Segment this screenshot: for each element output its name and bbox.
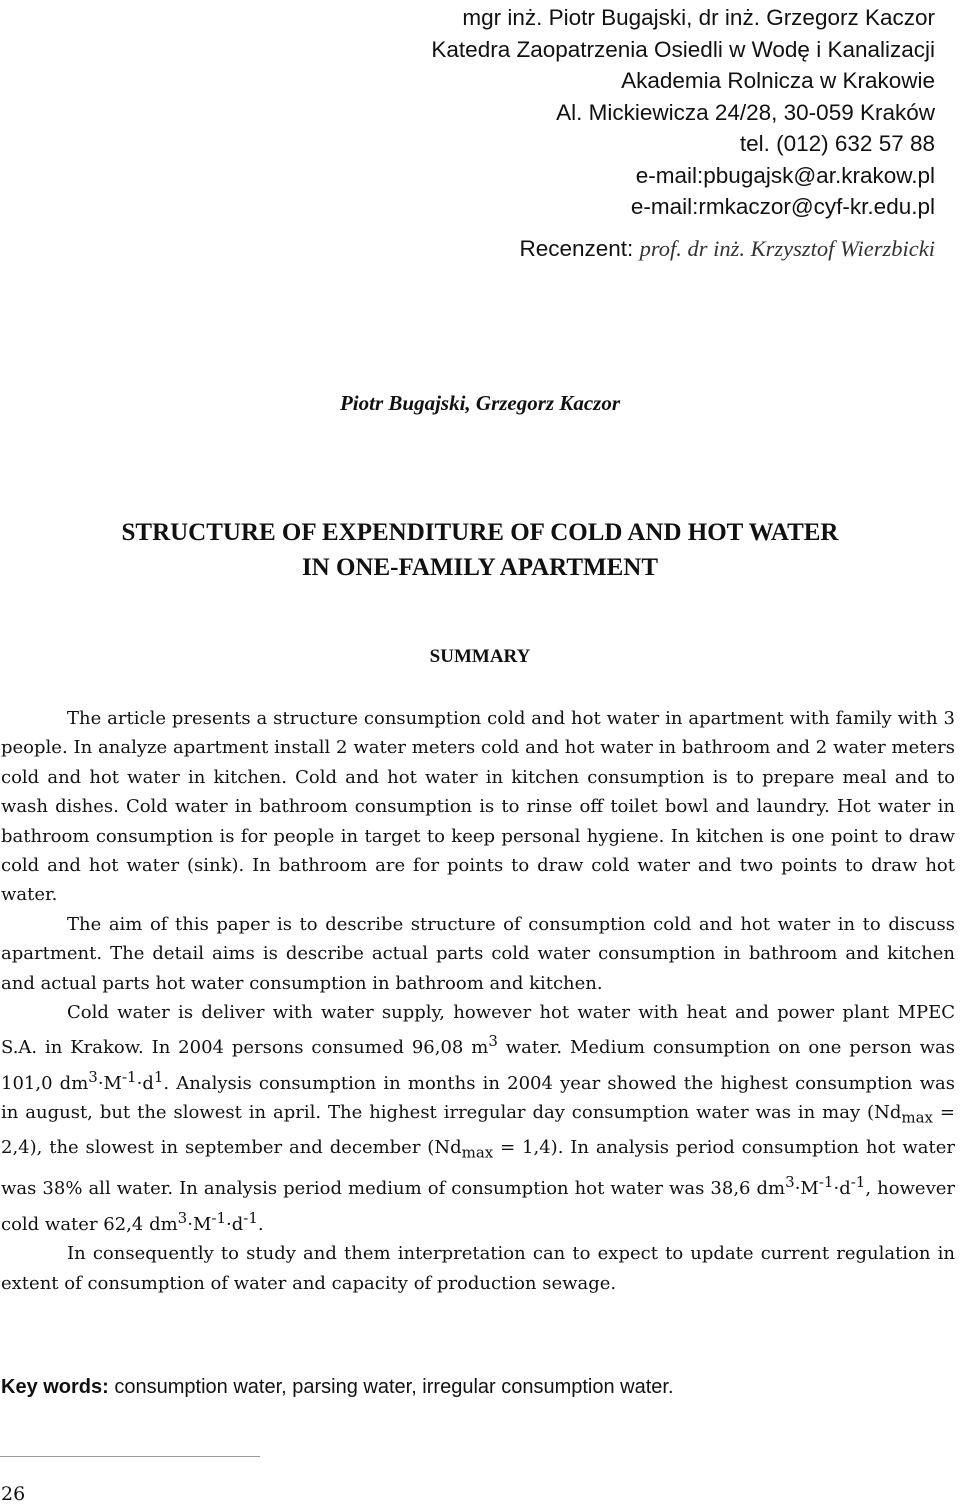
summary-paragraph-1: The article presents a structure consumption cold and hot water in apartment with family with 3 people. In analyze apartment install 2 water meters cold and hot water in bathroom and 2 water meters cold and hot water in kitchen. Cold and hot water in kitchen consumption is to prepare meal and to wash dishes. Cold water in bathroom consumption is to rinse off toilet bowl and laundry. Hot water in bathroom consumption is for people in target to keep personal hygiene. In kitchen is one point to draw cold and hot water (sink). In bathroom are for points to draw cold water and two points to draw hot water. [1, 708, 955, 906]
p3-text-f: = 2,4), the slowest in september and december (Nd [1, 1102, 955, 1159]
p3-text-a: Cold water is deliver with water supply, however hot water with heat and power plant MPEC S.A. in Krakow. In 2004 persons consumed 96,08 m [1, 1002, 955, 1059]
p3-text-c: ·M [97, 1072, 122, 1094]
summary-paragraph-3 [1, 998, 955, 1239]
p3-sup-minus-one-4: -1 [211, 1208, 226, 1227]
keywords-line [1, 1376, 955, 1399]
footer-rule [0, 1456, 260, 1457]
affiliation-authors: mgr inż. Piotr Bugajski, dr inż. Grzegorz Kaczor [462, 5, 935, 30]
affiliation-email-1: e-mail:pbugajsk@ar.krakow.pl [635, 162, 935, 188]
p3-sup-cubic-3: 3 [785, 1173, 795, 1192]
p3-sup-cubic: 3 [488, 1032, 498, 1051]
keywords-label: Key words: [1, 1376, 109, 1398]
p3-sub-max-2: max [461, 1143, 494, 1162]
p3-sup-minus-one-5: -1 [243, 1208, 258, 1227]
p3-text-b: water. Medium consumption on one person was 101,0 dm [1, 1037, 955, 1094]
summary-heading: SUMMARY [429, 646, 531, 667]
reviewer-label: Recenzent: [519, 235, 640, 261]
paper-title-line-1: STRUCTURE OF EXPENDITURE OF COLD AND HOT WATER [121, 519, 839, 546]
p3-text-j: . [257, 1213, 264, 1235]
page-number: 26 [1, 1483, 26, 1505]
affiliation-block [431, 2, 935, 264]
p3-sup-one: 1 [153, 1067, 164, 1086]
affiliation-address: Al. Mickiewicza 24/28, 30-059 Kraków [556, 99, 935, 125]
p3-text-i: , however cold water 62,4 dm [1, 1178, 956, 1235]
p3-text-g: = 1,4). In analysis period consumption hot water was 38% all water. In analysis period medium of consumption hot water was 38,6 dm [1, 1137, 956, 1200]
summary-body [1, 704, 955, 1298]
p3-sup-minus-one-3: -1 [850, 1173, 866, 1192]
p3-sup-cubic-2: 3 [88, 1067, 98, 1086]
summary-paragraph-4: In consequently to study and them interpretation can to expect to update current regulation in extent of consumption of water and capacity of production sewage. [1, 1243, 955, 1294]
reviewer-line [431, 233, 935, 265]
p3-text-e: . Analysis consumption in months in 2004 year showed the highest consumption was in august, but the slowest in april. The highest irregular day consumption water was in may (Nd [1, 1072, 956, 1124]
p3-text-d2: ·d [833, 1178, 851, 1200]
p3-text-d3: ·d [226, 1213, 244, 1235]
reviewer-name: prof. dr inż. Krzysztof Wierzbicki [639, 235, 935, 261]
p3-sup-minus-one-2: -1 [818, 1173, 834, 1192]
p3-sup-minus-one: -1 [121, 1067, 137, 1086]
paper-authors: Piotr Bugajski, Grzegorz Kaczor [339, 391, 621, 415]
keywords-text: consumption water, parsing water, irregular consumption water. [108, 1376, 674, 1398]
p3-sup-cubic-4: 3 [177, 1208, 188, 1227]
affiliation-department: Katedra Zaopatrzenia Osiedli w Wodę i Kanalizacji [431, 36, 935, 62]
paper-title-line-2: IN ONE-FAMILY APARTMENT [301, 554, 659, 581]
summary-paragraph-2: The aim of this paper is to describe structure of consumption cold and hot water in to discuss apartment. The detail aims is describe actual parts cold water consumption in bathroom and kitchen and actual parts hot water consumption in bathroom and kitchen. [1, 913, 955, 994]
p3-text-d: ·d [136, 1072, 154, 1094]
affiliation-phone: tel. (012) 632 57 88 [739, 131, 935, 156]
p3-text-c3: ·M [187, 1213, 212, 1235]
affiliation-university: Akademia Rolnicza w Krakowie [621, 68, 935, 93]
p3-sub-max: max [901, 1108, 933, 1127]
paper-title [0, 515, 960, 585]
affiliation-email-2: e-mail:rmkaczor@cyf-kr.edu.pl [630, 194, 935, 219]
p3-text-c2: ·M [794, 1178, 819, 1200]
